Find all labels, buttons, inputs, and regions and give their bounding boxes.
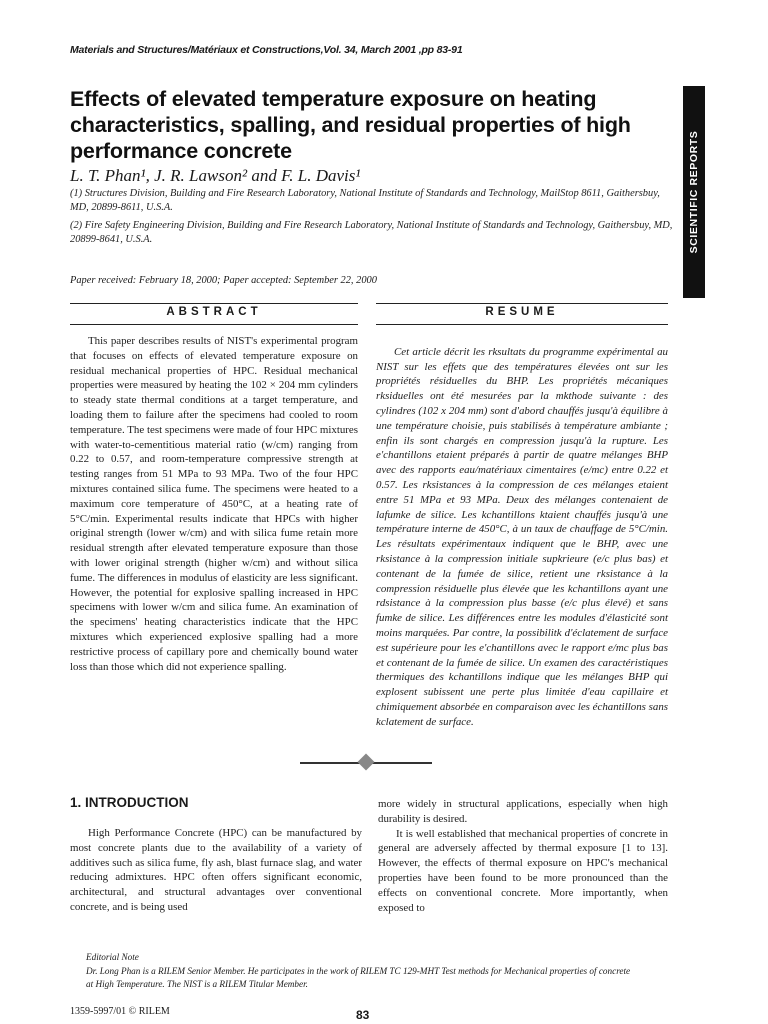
resume-heading: RESUME xyxy=(485,306,559,318)
editorial-line-1: Dr. Long Phan is a RILEM Senior Member. He participates in the work of RILEM TC 129-MHT Test methods for Mechanical properties of concrete xyxy=(86,966,631,976)
intro-left-column xyxy=(70,826,362,915)
section-tab-label: SCIENTIFIC REPORTS xyxy=(688,130,700,254)
intro-right-column xyxy=(378,797,668,915)
divider-ornament-icon xyxy=(358,754,375,771)
paper-title: Effects of elevated temperature exposure on heating characteristics, spalling, and residual properties of high performance concrete xyxy=(70,87,631,163)
resume-body xyxy=(376,334,668,741)
intro-paragraph-2: It is well established that mechanical properties of concrete in general are adversely affected by thermal exposure [1 to 13]. However, the effects of thermal exposure on HPC's mechanical properties have been found to be more pronounced than the effects on conventional concrete. More importantly, when exposed to xyxy=(378,827,668,914)
resume-paragraph: Cet article décrit les rksultats du programme expérimental au NIST sur les effets que des températures élevées ont sur les propriétés résiduelles du BHP. Les propriétés mécaniques rksiduelles ont été mesurées par la mkthode suivante : des cylindres (102 x 204 mm) sont d'abord chauffés jusqu'à équilibre à une température choisie, puis stabilisés à température ambiante ; enfin ils sont chargés en compression jusqu'à la rupture. Les e'chantillons etaient préparés à partir de quatre mélanges BHP avec des rapports eau/matériaux cimentaires (e/mc) entre 0.22 et 0.57. Les rksistances à la compression de ces mélanges etaient entre 51 MPa et 93 MPa. Deux des mélanges contenaient de lafumke de silice. Les kchantillons ktaient chauffés jusqu'à une température interne de 450°C, à un taux de chauffage de 5°C/min. Les résultats expérimentaux indiquent que le BHP, avec une rksistance à la compression initiale supkrieure (e/c plus bas) et contenant de la fumée de silice, retient une rksistance à la compression résiduelle plus élevée que les kchantillons ayant une rdsistance à la compression plus basse (e/c plus élevé) et sans fumke de silice. Les différences entre les modules d'élasticité sont moins marquées. Par contre, la possibilitk d'éclatement de surface est supérieure pour les e'chantillons avec le rapport e/mc plus bas et contenant de la fumée de silice. Un examen des caractéristiques thermiques des kchantillons indique que les mélanges BHP qui explosent subissent une perte plus limitée d'eau capillaire et chimiquement absorbée en comparaison avec les échantillons sans kclatement de surface. xyxy=(376,345,668,728)
authors: L. T. Phan¹, J. R. Lawson² and F. L. Davis¹ xyxy=(70,166,361,185)
abstract-top-rule xyxy=(70,303,358,304)
editorial-line-2: at High Temperature. The NIST is a RILEM Titular Member. xyxy=(86,978,308,989)
introduction-heading: 1. INTRODUCTION xyxy=(70,795,189,810)
editorial-note-label: Editorial Note xyxy=(86,952,139,962)
received-dates: Paper received: February 18, 2000; Paper accepted: September 22, 2000 xyxy=(70,275,377,286)
page-number: 83 xyxy=(356,1008,370,1022)
affiliation-1: (1) Structures Division, Building and Fire Research Laboratory, National Institute of Standards and Technology, MailStop 8611, Gaithersbuy, MD, 20899-8611, U.S.A. xyxy=(70,188,660,213)
journal-citation: Materials and Structures/Matériaux et Constructions,Vol. 34, March 2001 ,pp 83-91 xyxy=(70,44,463,56)
intro-paragraph-continued: more widely in structural applications, especially when high durability is desired. xyxy=(378,798,668,825)
editorial-note-text xyxy=(86,965,686,990)
intro-paragraph-1: High Performance Concrete (HPC) can be manufactured by most concrete plants due to the availability of a variety of additives such as silica fume, fly ash, blast furnace slag, and water reducing admixtures. HPC often offers significant economic, architectural, and structural advantages over conventional concrete, and is being used xyxy=(70,827,362,913)
section-tab xyxy=(683,86,705,298)
resume-bottom-rule xyxy=(376,324,668,325)
abstract-body xyxy=(70,334,358,674)
abstract-bottom-rule xyxy=(70,324,358,325)
abstract-heading: ABSTRACT xyxy=(166,306,262,318)
copyright-line: 1359-5997/01 © RILEM xyxy=(70,1006,170,1017)
resume-top-rule xyxy=(376,303,668,304)
affiliation-2: (2) Fire Safety Engineering Division, Building and Fire Research Laboratory, National Institute of Standards and Technology, Gaithersbuy, MD, 20899-8641, U.S.A. xyxy=(70,220,673,245)
abstract-paragraph: This paper describes results of NIST's experimental program that focuses on effects of elevated temperature exposure on residual mechanical properties of HPC. Residual mechanical properties were measured by heating the 102 × 204 mm cylinders to steady state thermal conditions at a target temperature, and loading them to failure after the specimens had cooled to room temperature. The test specimens were made of four HPC mixtures with water-to-cementitious material ratio (w/cm) ranging from 0.22 to 0.57, and room-temperature compressive strength at testing ranges from 51 MPa to 93 MPa. Two of the four HPC mixtures contained silica fume. The specimens were heated to a maximum core temperature of 450°C, at a heating rate of 5°C/min. Experimental results indicate that HPCs with higher original strength (lower w/cm) and with silica fume retain more residual strength after elevated temperature exposure than those with lower original strength (higher w/cm) and without silica fume. The differences in modulus of elasticity are less significant. However, the potential for explosive spalling increased in HPC specimens with lower w/cm and silica fume. An examination of the specimens' heating characteristics indicate that the HPC mixtures which experienced explosive spalling had a more restrictive process of capillary pore and chemically bound water loss than those which did not experience spalling. xyxy=(70,335,358,673)
